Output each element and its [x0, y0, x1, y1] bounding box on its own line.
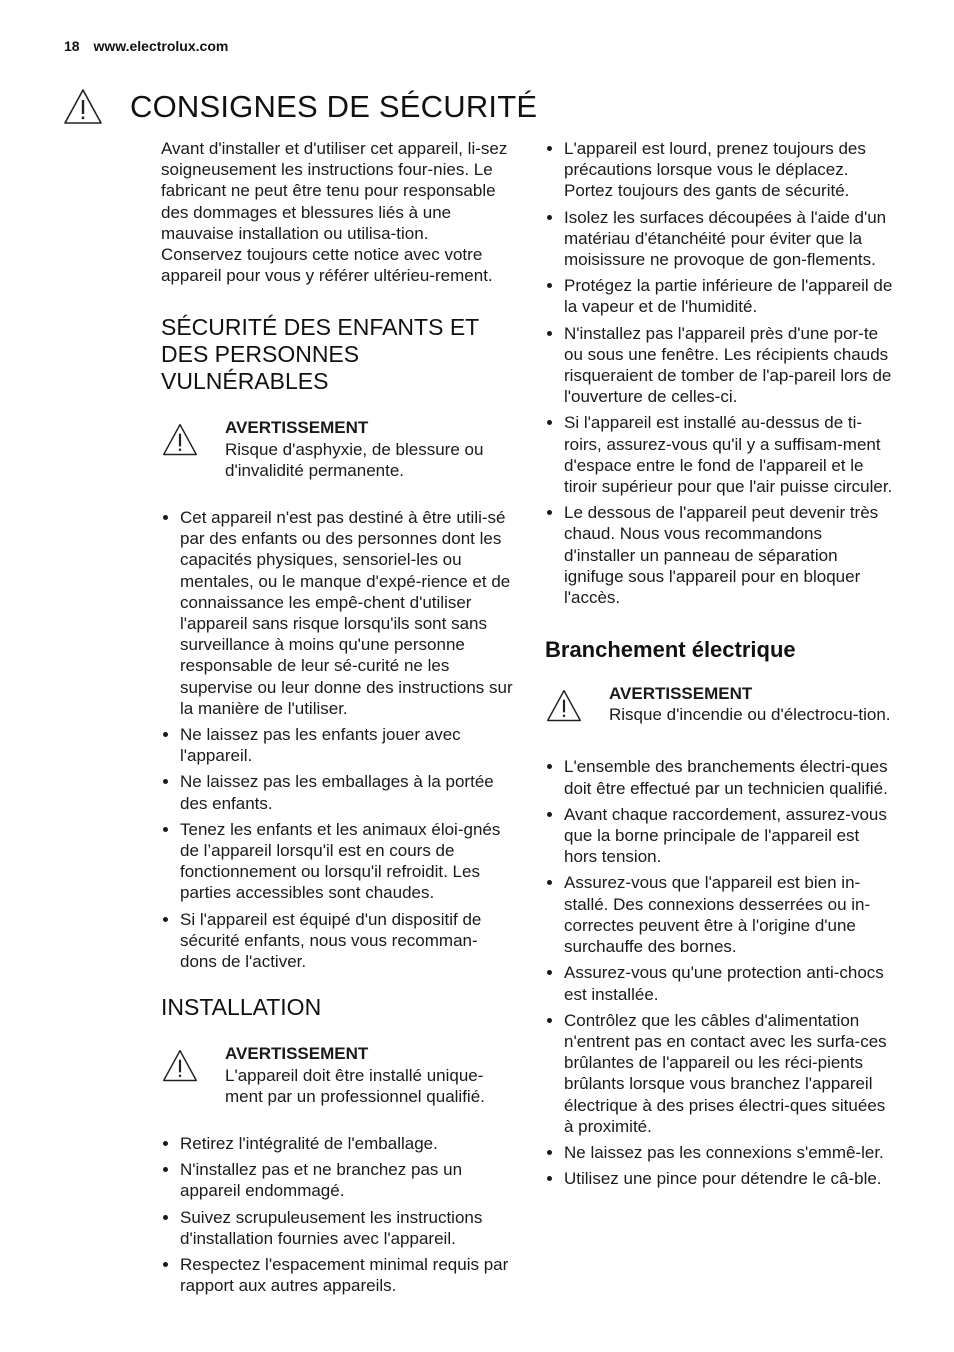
- list-item: Protégez la partie inférieure de l'appareil de la vapeur et de l'humidité.: [545, 275, 897, 317]
- warning-box-installation: [161, 1043, 513, 1107]
- warning-triangle-icon: [161, 421, 199, 459]
- warning-text-block: [225, 417, 513, 481]
- list-item: Ne laissez pas les emballages à la portée des enfants.: [161, 771, 513, 813]
- list-item: Ne laissez pas les connexions s'emmê-ler.: [545, 1142, 897, 1163]
- list-item: Avant chaque raccordement, assurez-vous que la borne principale de l'appareil est hors tension.: [545, 804, 897, 868]
- warning-title: AVERTISSEMENT: [225, 1044, 369, 1064]
- warning-text: Risque d'incendie ou d'électrocu-tion.: [609, 705, 891, 725]
- list-item: L'appareil est lourd, prenez toujours des précautions lorsque vous le déplacez. Portez toujours des gants de sécurité.: [545, 138, 897, 202]
- list-item: Assurez-vous qu'une protection anti-chocs est installée.: [545, 962, 897, 1004]
- section-title-line: SÉCURITÉ DES ENFANTS ET: [161, 314, 480, 341]
- warning-triangle-icon: [62, 86, 104, 128]
- title-row: [62, 68, 537, 146]
- section-title-electrical: Branchement électrique: [545, 637, 796, 663]
- list-item: Le dessous de l'appareil peut devenir très chaud. Nous vous recommandons d'installer un panneau de séparation ignifuge sous l'appareil pour en bloquer l'accès.: [545, 502, 897, 608]
- left-column: [161, 138, 513, 1301]
- warning-text: L'appareil doit être installé unique-ment par un professionnel qualifié.: [225, 1065, 485, 1106]
- installation-list-part1: [161, 1133, 513, 1296]
- warning-text: Risque d'asphyxie, de blessure ou d'invalidité permanente.: [225, 439, 484, 480]
- warning-icon-wrapper: [161, 417, 225, 481]
- warning-box-children: [161, 417, 513, 481]
- children-safety-list: [161, 507, 513, 972]
- installation-list-part2: [545, 138, 897, 608]
- list-item: Utilisez une pince pour détendre le câ-ble.: [545, 1168, 897, 1189]
- list-item: Si l'appareil est équipé d'un dispositif de sécurité enfants, nous vous recomman-dons de l'activer.: [161, 909, 513, 973]
- list-item: Si l'appareil est installé au-dessus de ti-roirs, assurez-vous qu'il y a suffisam-ment d'espace entre le fond de l'appareil et le tiroir supérieur pour que l'air puisse circuler.: [545, 412, 897, 497]
- list-item: N'installez pas l'appareil près d'une por-te ou sous une fenêtre. Les récipients chauds risqueraient de tomber de l'ap-pareil lors de l'ouverture de celles-ci.: [545, 323, 897, 408]
- list-item: Retirez l'intégralité de l'emballage.: [161, 1133, 513, 1154]
- list-item: Ne laissez pas les enfants jouer avec l'appareil.: [161, 724, 513, 766]
- section-title-line: DES PERSONNES: [161, 341, 360, 368]
- list-item: Contrôlez que les câbles d'alimentation n'entrent pas en contact avec les surfa-ces brûlantes de l'appareil ou les réci-pients brûlants lorsque vous branchez l'appareil électrique à des prises électri-ques situées à proximité.: [545, 1010, 897, 1137]
- list-item: Tenez les enfants et les animaux éloi-gnés de l’appareil lorsqu'il est en cours de fonctionnement ou lorsqu'il refroidit. Les parties accessibles sont chaudes.: [161, 819, 513, 904]
- electrical-list: [545, 756, 897, 1189]
- list-item: N'installez pas et ne branchez pas un appareil endommagé.: [161, 1159, 513, 1201]
- warning-triangle-icon: [545, 687, 583, 725]
- list-item: Isolez les surfaces découpées à l'aide d'un matériau d'étanchéité pour éviter que la moisissure ne provoque de gon-flements.: [545, 207, 897, 271]
- warning-text-block: [225, 1043, 513, 1107]
- section-title-line: VULNÉRABLES: [161, 368, 329, 395]
- list-item: Respectez l'espacement minimal requis par rapport aux autres appareils.: [161, 1254, 513, 1296]
- warning-text-block: [609, 683, 897, 730]
- section-title-installation: INSTALLATION: [161, 994, 322, 1021]
- page-title: CONSIGNES DE SÉCURITÉ: [130, 88, 538, 124]
- warning-title: AVERTISSEMENT: [609, 684, 753, 704]
- page-header: [64, 38, 228, 54]
- right-column: [545, 138, 897, 1194]
- list-item: Cet appareil n'est pas destiné à être utili-sé par des enfants ou des personnes dont les capacités physiques, sensoriel-les ou mentales, ou le manque d'expé-rience et de connaissance les empê-chent d'utiliser l'appareil sans risque lorsqu'ils sont sans surveillance à moins qu'une personne responsable de leur sé-curité ne les supervise ou leur donne des instructions sur la manière de l'utiliser.: [161, 507, 513, 719]
- intro-paragraph: Avant d'installer et d'utiliser cet appareil, li-sez soigneusement les instructions four-nies. Le fabricant ne peut être tenu pour responsable des dommages et blessures liés à une mauvaise installation ou utilisa-tion. Conservez toujours cette notice avec votre appareil pour vous y référer ultérieu-rement.: [161, 139, 508, 286]
- warning-box-electrical: [545, 683, 897, 730]
- warning-title: AVERTISSEMENT: [225, 418, 369, 438]
- warning-triangle-icon: [161, 1047, 199, 1085]
- section-title-children: [161, 314, 513, 395]
- list-item: Suivez scrupuleusement les instructions d'installation fournies avec l'appareil.: [161, 1207, 513, 1249]
- warning-icon-wrapper: [545, 683, 609, 730]
- list-item: Assurez-vous que l'appareil est bien in-stallé. Des connexions desserrées ou in-correctes peuvent être à l'origine d'une surchauffe des bornes.: [545, 872, 897, 957]
- list-item: L'ensemble des branchements électri-ques doit être effectué par un technicien qualifié.: [545, 756, 897, 798]
- warning-icon-wrapper: [161, 1043, 225, 1107]
- page-number: 18: [64, 38, 80, 54]
- website-link[interactable]: www.electrolux.com: [93, 38, 229, 54]
